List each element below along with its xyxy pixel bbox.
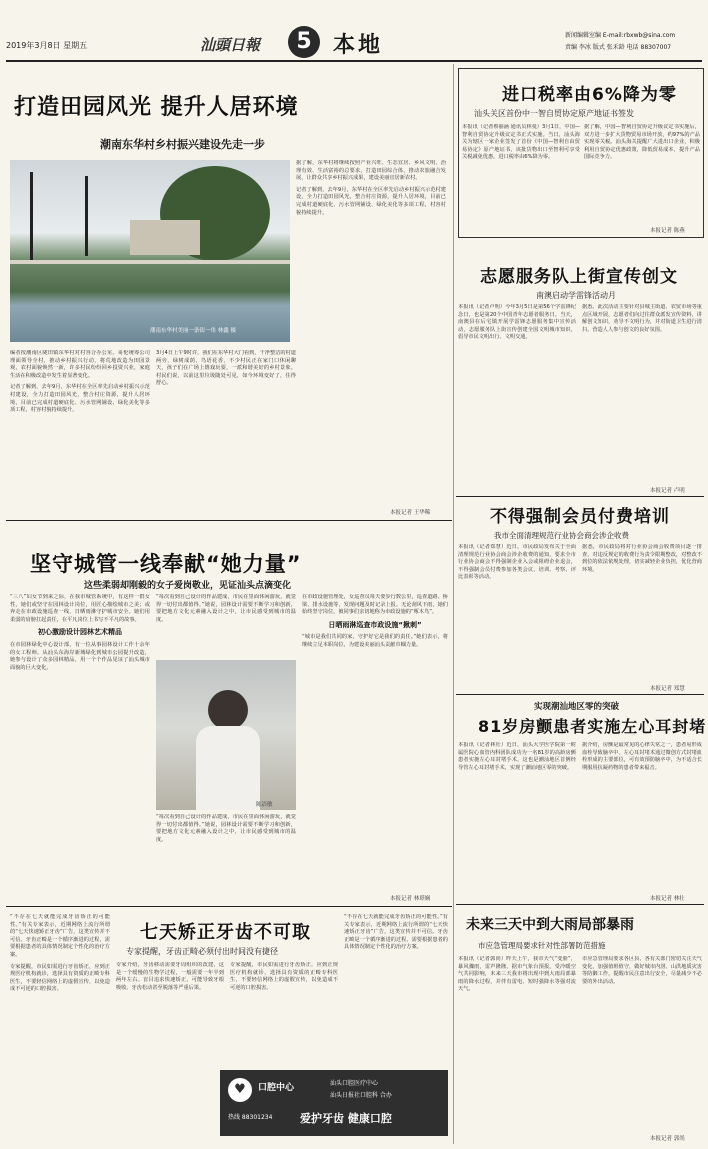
a1-paragraph: 3月4日上午9时许，我们在东华村大门看到，干净整洁的村道两旁，绿树成荫，鸟语花香，不少村民正在家门口休闲聊天，孩子们在广场上嬉戏玩耍，一派和谐美好的乡村景象。村民们说，以前这里垃圾随处可见，如今环境变好了，住得舒心。: [156, 350, 296, 387]
a3-paragraph: 据悉，此次活动主要针对县城主街道、农贸市场等重点区域开展，志愿者们向过往群众派发宣传资料，讲解创文知识，劝导不文明行为，并对街道卫生进行清扫，营造人人参与创文的良好氛围。: [582, 304, 702, 333]
a7-body-col3: [344, 914, 448, 1062]
a6-paragraph: 在市政设施管理处，女巡查员每天要步行数公里，巡查道路、桥梁、排水设施等，发现问题及时记录上报。无论刮风下雨，她们始终坚守岗位，被同事们亲切地称为市政设施的“啄木鸟”。: [302, 594, 448, 616]
a4-paragraph: 据悉，市民政局将对行业协会商会收费项目逐一排查，对违反规定的收费行为责令限期整改，对整改不到位的依法依规处理，切实减轻企业负担，优化营商环境。: [582, 544, 702, 573]
a7-body-col1: [116, 962, 224, 1062]
ad-org: 汕头口腔医疗中心: [330, 1080, 379, 1087]
a1-photo: [10, 160, 290, 342]
a1-body-col3: [296, 160, 446, 500]
a3-body-col2: [582, 304, 702, 464]
a8-byline: 本报记者 郭尚: [650, 1136, 685, 1142]
a2-paragraph: 本报讯（记者蔡丽涵 通讯员林曼）3月1日，中国—智利自贸协定升级议定书正式实施。当日，汕头海关为辖区一家企业签发了首份《中国—智利自由贸易协定》原产地证书，该批货物出口至智利可享受关税减免优惠，进口税率由6%降为零。: [462, 124, 580, 161]
a8-paragraph: 本报讯（记者郭尚）昨天上午，我市天气“变脸”，暴风骤雨，雷声隆隆。据市气象台预报，受冷暖空气共同影响，未来三天我市将出现中到大雨局部暴雨的降水过程，并伴有雷电、短时强降水等强对流天气。: [458, 956, 576, 993]
a4-bottom-rule: [456, 694, 704, 695]
ad-coorg: 汕头日报社口腔科 合办: [330, 1092, 392, 1099]
a4-body-col2: [582, 544, 702, 684]
a5-paragraph: 本报讯（记者林壮）近日，汕头大学医学院第一附属医院心血管内科团队成功为一名81岁的高龄房颤患者实施左心耳封堵手术，这也是潮汕地区首例经导管左心耳封堵手术，实现了潮汕地区零的突破。: [458, 742, 576, 771]
a5-paragraph: 据介绍，房颤是最常见的心律失常之一，患者易形成血栓导致脑卒中。左心耳封堵术通过微创方式封堵血栓形成的主要部位，可有效预防脑卒中，为不适合长期服用抗凝药物的患者带来福音。: [582, 742, 702, 771]
a4-body-col1: [458, 544, 576, 694]
a7-paragraph: 专家介绍，牙齿移动需要牙周组织的改建，这是一个缓慢的生物学过程，一般需要一年半到两年左右。盲目追求快速矫正，可能导致牙根吸收、牙齿松动甚至脱落等严重后果。: [116, 962, 224, 991]
page-number-badge: [288, 26, 320, 58]
a7-paragraph: 专家提醒，市民如需进行牙齿矫正，应到正规医疗机构就诊，选择具有资质的正畸专科医生，不要轻信网络上的虚假宣传，以免造成不可逆的口腔损害。: [10, 963, 110, 993]
a6-paragraph: “城市是我们共同的家，守护好它是我们的责任。”她们表示，将继续立足本职岗位，为建设美丽汕头贡献巾帼力量。: [302, 634, 448, 648]
a1-body-col1: [10, 350, 150, 520]
a1-subtitle: 潮南东华村乡村振兴建设先走一步: [100, 138, 265, 151]
lamp-post: [85, 176, 88, 256]
a6-paragraph: “每次看到自己设计的作品建成，市民在里面休闲游玩，就觉得一切付出都值得。”她说，园林设计需要不断学习和创新，要把地方文化元素融入设计之中，让市民感受到城市的温度。: [156, 594, 296, 623]
a6-photo: [156, 660, 296, 810]
a7-title: 七天矫正牙齿不可取: [140, 922, 311, 943]
a5-subtitle: 实现潮汕地区零的突破: [534, 702, 620, 712]
a2-body-col1: [462, 124, 580, 234]
a5-byline: 本报记者 林壮: [650, 896, 685, 902]
a4-byline: 本报记者 郑慧: [650, 686, 685, 692]
a3-bottom-rule: [456, 496, 704, 497]
ad-slogan: 爱护牙齿 健康口腔: [300, 1112, 392, 1125]
a6-bottom-rule: [6, 906, 452, 907]
person-figure: [208, 690, 248, 730]
a6-subtitle: 这些柔弱却刚毅的女子爱岗敬业，见证汕头点滴变化: [84, 581, 292, 591]
a7-body-col0: [10, 914, 110, 1142]
a6-body-col2: [156, 594, 296, 658]
a6-section-heading: 初心激励设计园林艺术精品: [38, 628, 122, 637]
a7-paragraph: “不存在七天就能完成牙齿矫正的可能性。”有关专家表示，近期网络上流行所谓的“七天快速矫正牙齿”广告，这类宣传并不可信。牙齿正畸是一个循序渐进的过程，需要根据患者的具体情况制定个性化的治疗方案。: [344, 914, 448, 951]
a2-title: 进口税率由6%降为零: [502, 85, 677, 105]
a5-bottom-rule: [456, 904, 704, 905]
editor-line-2: 责编 李冰 版式 张禾龄 电话 88307007: [565, 44, 672, 51]
a6-photo-caption: 陈洁敏: [256, 802, 273, 808]
header-date: 2019年3月8日 星期五: [6, 41, 88, 50]
a3-byline: 本报记者 卢明: [650, 488, 685, 494]
a3-body-col1: [458, 304, 576, 494]
editor-line-1: 新闻编辑室编 E-mail:rbxwb@sina.com: [565, 32, 676, 39]
a1-photo-caption: 潮南东华村美丽一条街一角 林鑫 摄: [150, 328, 236, 334]
a8-subtitle: 市应急管理局要求针对性部署防范措施: [478, 941, 606, 950]
a2-subtitle: 汕头关区首份中一智自贸协定原产地证书签发: [474, 109, 634, 118]
a7-body-col2: [230, 962, 338, 1062]
a4-paragraph: 本报讯（记者郑慧）近日，市民政局发布关于全面清理规范行业协会商会涉企收费的通知，要求全市行业协会商会不得强制企业入会或阻碍企业退会，不得强制会员付费参加各类会议、培训、考察、评比表彰等活动。: [458, 544, 576, 581]
a1-byline: 本报记者 王华稀: [390, 510, 431, 516]
a6-paragraph: 在市园林绿化中心设计部，有一位从事园林设计工作十余年的女工程师。从汕头东海岸新城绿化到城市公园提升改造，她参与设计了众多园林精品，用一个个作品见证了汕头城市面貌的巨大变化。: [10, 641, 150, 671]
a8-body-col2: [582, 956, 702, 1132]
a5-title: 81岁房颤患者实施左心耳封堵: [478, 717, 707, 736]
a6-paragraph: “三八”妇女节到来之际，在我市城管系统中，有这样一群女性，她们或坚守在园林设计岗位，用匠心描绘城市之美；或奔走在市政设施巡查一线，日晒雨淋守护城市安全。她们用柔弱的肩膀扛起责任，在平凡岗位上书写不平凡的故事。: [10, 594, 150, 623]
a5-body-col1: [458, 742, 576, 902]
a1-body-col2: [156, 350, 296, 520]
person-figure: [196, 726, 260, 810]
a6-byline: 本报记者 林璟娴: [390, 896, 431, 902]
a4-title: 不得强制会员付费培训: [490, 507, 670, 527]
a7-paragraph: 专家提醒，市民如需进行牙齿矫正，应到正规医疗机构就诊，选择具有资质的正畸专科医生，不要轻信网络上的虚假宣传，以免造成不可逆的口腔损害。: [230, 962, 338, 991]
a4-subtitle: 我市全面清理规范行业协会商会涉企收费: [494, 531, 629, 540]
a8-paragraph: 市应急管理局要求各区县、各有关部门密切关注天气变化，加强值班值守，做好城市内涝、山洪地质灾害等防御工作，提醒市民注意出行安全，尽量减少不必要的外出活动。: [582, 956, 702, 985]
a2-paragraph: 据了解，中国—智利自贸协定升级议定书实施后，双方进一步扩大货物贸易市场开放，约97%的产品实现零关税。汕头海关提醒广大进出口企业，积极利用自贸协定优惠政策，降低贸易成本，提升产品国际竞争力。: [584, 124, 700, 161]
a1-paragraph: 记者了解到，去年9月，东华村在全区率先启动乡村振兴示范村建设，全力打造田园风光，整合村庄资源，提升人居环境，目前已完成村道硬底化、污水管网铺设、绿化美化等多项工程，村容村貌持续提升。: [296, 186, 446, 216]
a7-ad-banner: [220, 1070, 448, 1136]
lamp-post: [30, 172, 33, 262]
a1-paragraph: 记者了解到，去年9月，东华村在全区率先启动乡村振兴示范村建设，全力打造田园风光，整合村庄资源，提升人居环境，目前已完成村道硬底化、污水管网铺设、绿化美化等多项工程，村容村貌持续提升。: [10, 384, 150, 414]
a3-paragraph: 本报讯（记者卢明）今年3月5日是第56个学雷锋纪念日，也是第20个中国青年志愿者服务日。当天，南澳县在后宅镇开展学雷锋志愿服务集中宣传活动，志愿服务队上街宣传创建全国文明城市知识，倡导市民文明出行、文明交通。: [458, 304, 576, 341]
a8-title: 未来三天中到大雨局部暴雨: [466, 917, 634, 933]
a2-byline: 本报记者 陈燕: [650, 228, 685, 234]
a1-paragraph: 编者按潮南区陇田镇东华村对村容合办公室。哥伦统筹公司理面领导全村，推动乡村振兴行动，将荒地改造为田园景观，农村面貌焕然一新，许多村民纷纷回乡投资兴业，家庭生活在积极改造中发生着显著变化。: [10, 350, 150, 379]
a8-body-col1: [458, 956, 576, 1142]
a5-body-col2: [582, 742, 702, 892]
tooth-logo-icon: ♥: [228, 1078, 252, 1102]
a6-body-col1: [10, 594, 150, 894]
ad-phone: 热线 88301234: [228, 1114, 273, 1121]
a6-body-col2b: [156, 814, 296, 894]
a7-subtitle: 专家提醒，牙齿正畸必须付出时间没有捷径: [126, 947, 278, 956]
a1-title: 打造田园风光 提升人居环境: [14, 95, 299, 120]
header-rule: [6, 60, 702, 62]
a3-title: 志愿服务队上街宣传创文: [480, 267, 678, 287]
a3-subtitle: 南澳启动学雷锋活动月: [536, 291, 616, 300]
column-divider: [453, 64, 454, 1144]
a1-bottom-rule: [6, 520, 452, 521]
a6-section-heading: 日晒雨淋巡查市政设施“揪刺”: [328, 620, 422, 629]
a7-paragraph: “不存在七天就能完成牙齿矫正的可能性。”有关专家表示，近期网络上流行所谓的“七天快速矫正牙齿”广告，这类宣传并不可信。牙齿正畸是一个循序渐进的过程，需要根据患者的具体情况制定个性化的治疗方案。: [10, 914, 110, 958]
a6-title: 坚守城管一线奉献“她力量”: [30, 552, 302, 576]
a6-paragraph: “每次看到自己设计的作品建成，市民在里面休闲游玩，就觉得一切付出都值得。”她说，园林设计需要不断学习和创新，要把地方文化元素融入设计之中，让市民感受到城市的温度。: [156, 814, 296, 843]
ad-name: 口腔中心: [258, 1083, 295, 1093]
section-title: 本地: [333, 33, 384, 58]
a2-body-col2: [584, 124, 700, 224]
masthead-logo: 汕頭日報: [200, 36, 261, 54]
page-number: 5: [296, 29, 312, 54]
riverbank-rail: [10, 260, 290, 264]
a1-paragraph: 据了解，东华村将继续按照产业兴旺、生态宜居、乡风文明、治理有效、生活富裕的总要求，打造田园综合体，推动农旅融合发展，让群众共享乡村振兴成果，建设美丽宜居新农村。: [296, 160, 446, 182]
building-shape: [130, 220, 200, 255]
a6-body-col3: [302, 594, 448, 894]
